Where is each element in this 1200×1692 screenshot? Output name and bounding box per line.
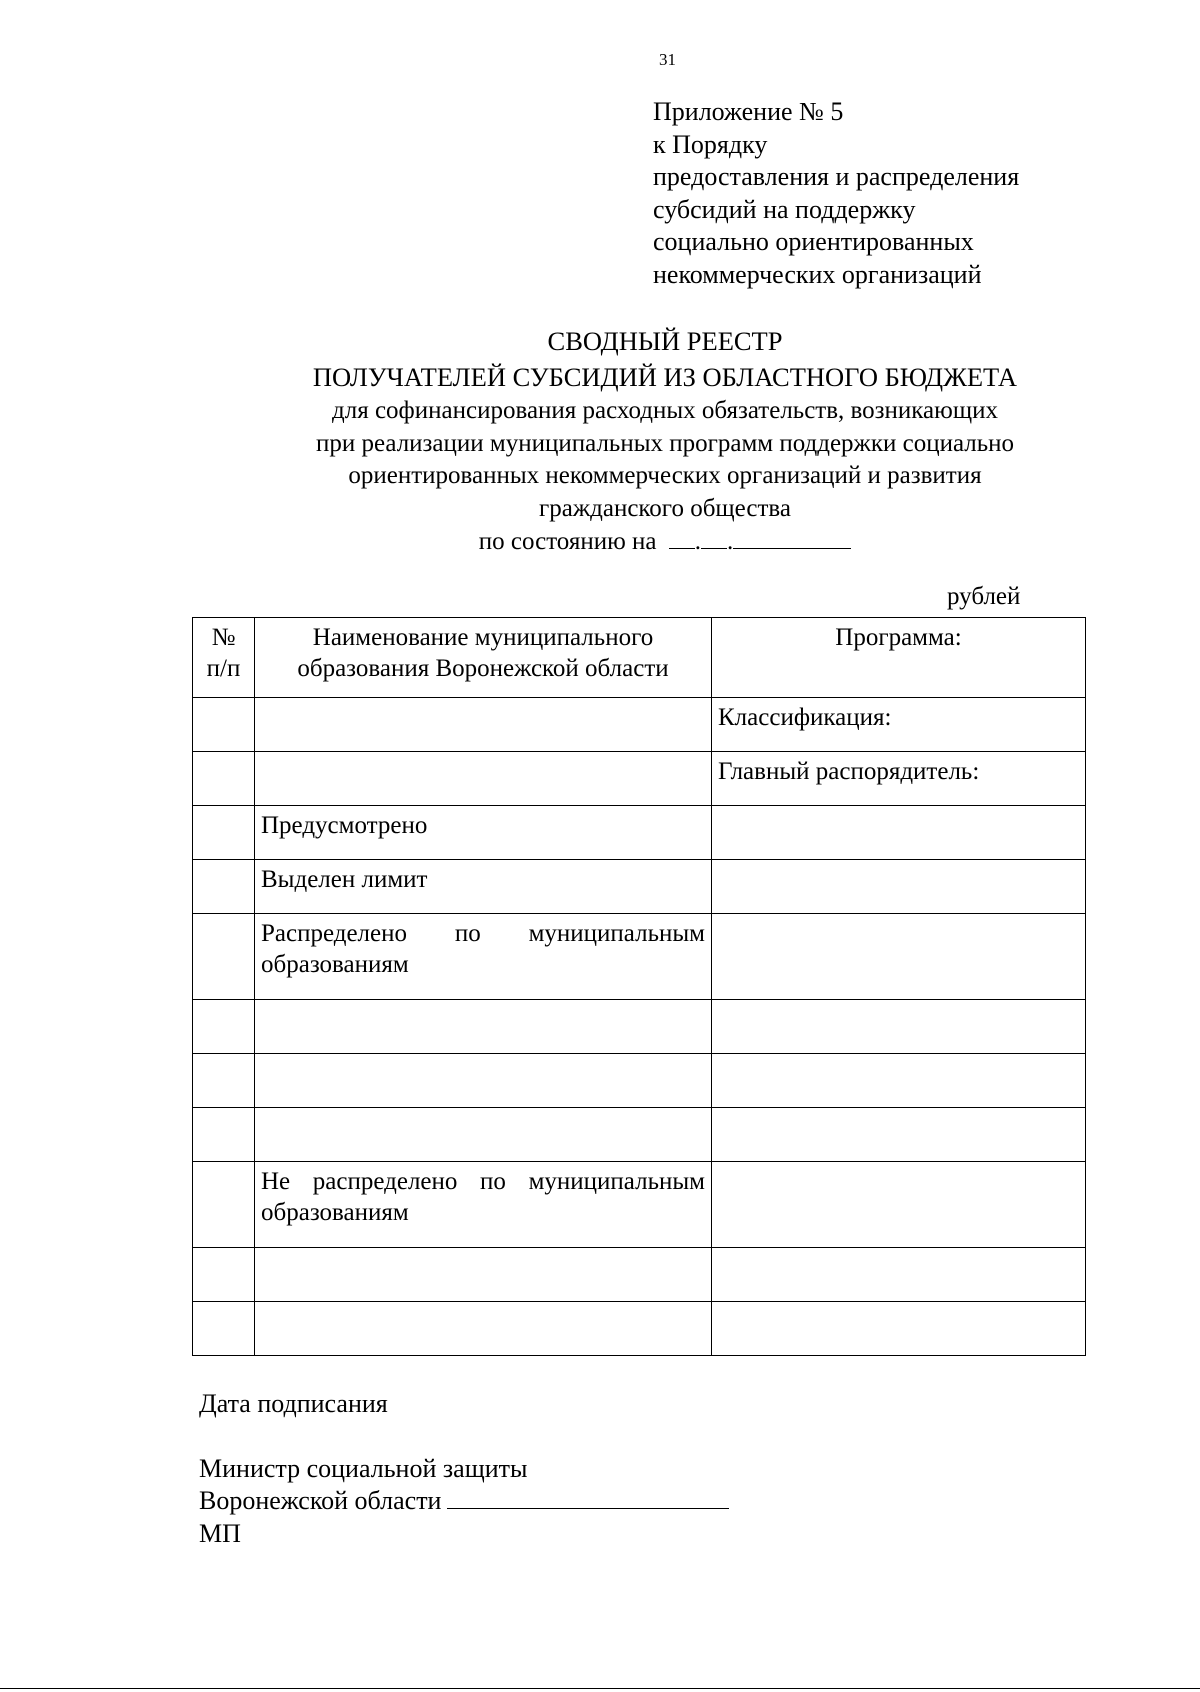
row-program-cell: Главный распорядитель: xyxy=(712,752,1086,806)
table-row xyxy=(193,1162,1086,1248)
title-line-1: СВОДНЫЙ РЕЕСТР xyxy=(547,326,783,356)
row-program-cell xyxy=(712,1248,1086,1302)
table-row xyxy=(193,698,1086,752)
appendix-line: к Порядку xyxy=(653,129,768,159)
table-header-row xyxy=(193,618,1086,698)
row-name-cell xyxy=(255,1108,712,1162)
appendix-line: субсидий на поддержку xyxy=(653,194,916,224)
table-row xyxy=(193,1000,1086,1054)
row-number-cell xyxy=(193,1054,255,1108)
units-label: рублей xyxy=(947,583,1021,610)
appendix-line: некоммерческих организаций xyxy=(653,259,982,289)
minister-title-line: Министр социальной защиты xyxy=(199,1453,528,1483)
page-bottom-rule xyxy=(0,1688,1200,1689)
row-program-cell xyxy=(712,1108,1086,1162)
appendix-line: предоставления и распределения xyxy=(653,162,1020,191)
row-program-cell: Классификация: xyxy=(712,698,1086,752)
row-program-cell xyxy=(712,1000,1086,1054)
row-number-cell xyxy=(193,860,255,914)
row-number-cell xyxy=(193,1000,255,1054)
table-row xyxy=(193,914,1086,1000)
stamp-label: МП xyxy=(199,1518,241,1548)
title-subline: при реализации муниципальных программ поддержки социально xyxy=(315,429,1015,457)
row-name-cell xyxy=(255,1302,712,1356)
appendix-line: Приложение № 5 xyxy=(653,97,844,126)
row-name-cell: Выделен лимит xyxy=(255,860,712,914)
appendix-note xyxy=(653,96,1019,291)
row-program-cell xyxy=(712,914,1086,1000)
day-blank xyxy=(669,528,695,549)
row-name-cell xyxy=(255,698,712,752)
row-number-cell xyxy=(193,1302,255,1356)
page-number: 31 xyxy=(659,50,676,69)
signature-line xyxy=(447,1486,729,1509)
table-row xyxy=(193,752,1086,806)
header-number: № п/п xyxy=(193,618,255,698)
row-number-cell xyxy=(193,1248,255,1302)
signing-date-label: Дата подписания xyxy=(199,1389,388,1418)
table-row xyxy=(193,860,1086,914)
as-of-label: по состоянию на xyxy=(478,528,657,555)
row-name-cell xyxy=(255,1248,712,1302)
row-name-cell: Предусмотрено xyxy=(255,806,712,860)
register-table xyxy=(192,617,1086,1356)
row-number-cell xyxy=(193,806,255,860)
row-name-cell: Распределено по муниципальным образованиям xyxy=(255,914,712,1000)
title-line-2: ПОЛУЧАТЕЛЕЙ СУБСИДИЙ ИЗ ОБЛАСТНОГО БЮДЖЕТА xyxy=(312,362,1018,392)
title-subline: гражданского общества xyxy=(539,494,791,522)
table-row xyxy=(193,1302,1086,1356)
year-blank xyxy=(733,528,851,549)
row-program-cell xyxy=(712,806,1086,860)
row-program-cell xyxy=(712,860,1086,914)
row-name-cell: Не распределено по муниципальным образованиям xyxy=(255,1162,712,1248)
table-row xyxy=(193,1248,1086,1302)
appendix-line: социально ориентированных xyxy=(653,227,974,256)
table-row xyxy=(193,806,1086,860)
title-subline: ориентированных некоммерческих организаций и развития xyxy=(348,462,982,489)
row-name-cell xyxy=(255,752,712,806)
row-number-cell xyxy=(193,1108,255,1162)
signature-block xyxy=(199,1388,729,1550)
row-name-cell xyxy=(255,1054,712,1108)
row-number-cell xyxy=(193,698,255,752)
header-program: Программа: xyxy=(712,618,1086,698)
header-municipality: Наименование муниципального образования Воронежской области xyxy=(255,618,712,698)
table-row xyxy=(193,1054,1086,1108)
date-separator: . xyxy=(694,528,701,555)
date-separator: . xyxy=(726,528,734,555)
document-title xyxy=(180,323,1150,559)
row-program-cell xyxy=(712,1302,1086,1356)
month-blank xyxy=(701,528,727,549)
table-row xyxy=(193,1108,1086,1162)
as-of-date-line xyxy=(180,525,1150,559)
minister-region-text: Воронежской области xyxy=(199,1486,442,1515)
title-subline: для софинансирования расходных обязательств, возникающих xyxy=(332,397,998,424)
row-number-cell xyxy=(193,752,255,806)
row-name-cell xyxy=(255,1000,712,1054)
row-program-cell xyxy=(712,1054,1086,1108)
row-number-cell xyxy=(193,1162,255,1248)
row-number-cell xyxy=(193,914,255,1000)
minister-region-line xyxy=(199,1485,729,1518)
row-program-cell xyxy=(712,1162,1086,1248)
